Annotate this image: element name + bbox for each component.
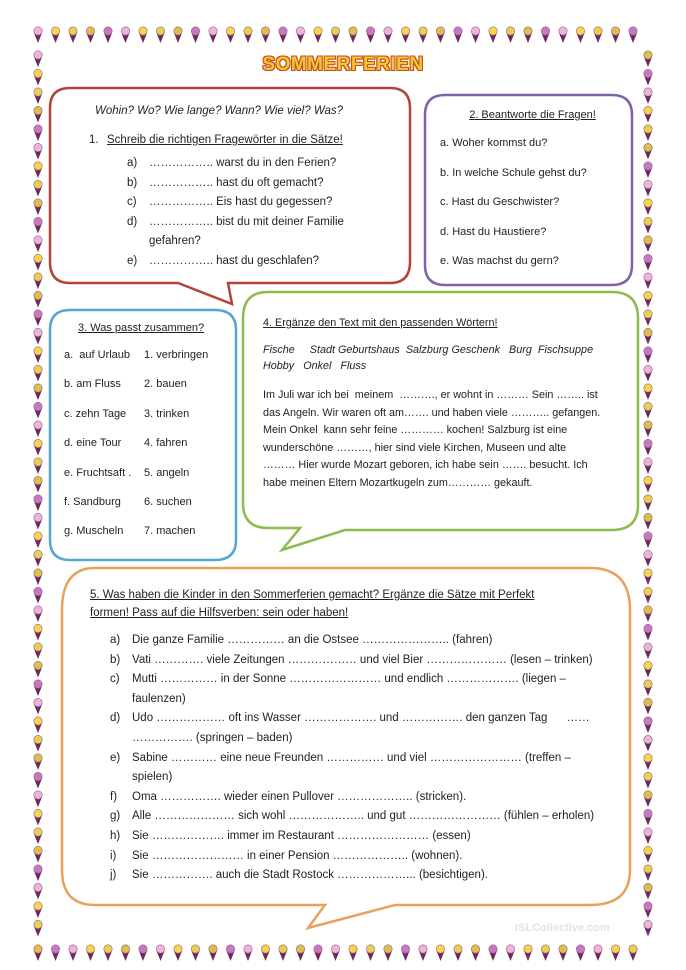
exercise-5-item <box>110 807 610 827</box>
exercise-1-item <box>127 232 395 252</box>
text-line: ……… Hier wurde Mozart geboren, ich habe sein ……. besucht. Ich <box>263 459 588 472</box>
exercise-1-item <box>127 252 395 272</box>
exercise-2-question: b. In welche Schule gehst du? <box>440 166 587 179</box>
text-line: wunderschöne ………, hier sind viele Kirchen, Museen und alte <box>263 441 567 454</box>
item-text: Udo ……………… oft ins Wasser ………………. und ……………. den ganzen Tag …… <box>132 712 590 725</box>
exercise-3-pair <box>64 526 234 555</box>
item-label: c) <box>110 673 120 686</box>
item-label: c) <box>127 196 137 208</box>
text-line: Im Juli war ich bei meinem ………., er wohnt in ……… Sein …….. ist <box>263 389 598 402</box>
exercise-5-item <box>110 866 610 886</box>
exercise-2-instruction: 2. Beantworte die Fragen! <box>469 109 596 121</box>
phrase-right: 7. machen <box>144 525 196 538</box>
item-label: e) <box>110 751 121 764</box>
text-line: das Angeln. Wir waren oft am……. und haben viele ……….. gefangen. <box>263 406 601 419</box>
exercise-3-pair <box>64 409 234 438</box>
exercise-3-items <box>64 350 234 556</box>
exercise-3-pair <box>64 468 234 497</box>
phrase-left: b. am Fluss <box>64 378 121 391</box>
exercise-3-pair <box>64 438 234 467</box>
phrase-right: 6. suchen <box>144 495 192 508</box>
item-text: …………….. Eis hast du gegessen? <box>149 196 333 208</box>
exercise-5-item <box>110 847 610 867</box>
item-text: …………….. warst du in den Ferien? <box>149 157 337 169</box>
exercise-2-question: e. Was machst du gern? <box>440 255 559 267</box>
text-line: Mein Onkel kann sehr feine ………… kochen! Salzburg ist eine <box>263 424 568 437</box>
exercise-1-instruction-row <box>89 135 395 147</box>
exercise-5-item <box>110 670 610 690</box>
item-text: faulenzen) <box>132 692 186 705</box>
exercise-1-instruction: Schreib die richtigen Fragewörter in die Sätze! <box>107 133 343 146</box>
exercise-5-item <box>110 768 610 788</box>
item-text: Sie ……………. auch die Stadt Rostock ………………... (besichtigen). <box>132 869 488 882</box>
item-text: Alle ………………… sich wohl ……………….. und gut …………………… (fühlen – erholen) <box>132 810 595 823</box>
exercise-1-item <box>127 213 395 233</box>
phrase-left: f. Sandburg <box>64 495 121 508</box>
item-label: j) <box>110 869 117 882</box>
exercise-1-number: 1. <box>89 133 99 146</box>
exercise-5-items <box>110 631 610 886</box>
exercise-2-question: a. Woher kommst du? <box>440 137 548 149</box>
item-label: b) <box>127 176 138 189</box>
item-label: e) <box>127 254 138 267</box>
exercise-5-item <box>110 729 610 749</box>
exercise-1-item <box>127 154 395 174</box>
watermark: iSLCollective.com <box>515 922 610 934</box>
phrase-right: 3. trinken <box>144 407 190 420</box>
exercise-4-word-list-line-2: Hobby Onkel Fluss <box>263 359 367 372</box>
item-label: a) <box>127 157 138 169</box>
phrase-right: 1. verbringen <box>144 349 209 361</box>
exercise-5-item <box>110 709 610 729</box>
phrase-right: 4. fahren <box>144 437 188 450</box>
item-text: ……………. (springen – baden) <box>132 732 293 745</box>
exercise-5-instruction-line-1: 5. Was haben die Kinder in den Sommerferien gemacht? Ergänze die Sätze mit Perfekt <box>90 589 535 601</box>
exercise-3-instruction: 3. Was passt zusammen? <box>78 322 205 334</box>
exercise-5-item <box>110 631 610 651</box>
phrase-left: c. zehn Tage <box>64 407 127 420</box>
exercise-4-text <box>263 387 628 492</box>
exercise-1-item <box>127 174 395 194</box>
item-text: Sie ………………. immer im Restaurant …………………… (essen) <box>132 829 471 842</box>
exercise-5-item <box>110 690 610 710</box>
exercise-2-question: c. Hast du Geschwister? <box>440 196 560 208</box>
item-label: i) <box>110 849 117 862</box>
item-text: Die ganze Familie …………… an die Ostsee ………………….. (fahren) <box>132 634 493 647</box>
exercise-5-instruction-line-2: formen! Pass auf die Hilfsverben: sein oder haben! <box>90 606 349 619</box>
exercise-1-items <box>127 154 395 271</box>
exercise-3 <box>64 323 234 556</box>
item-label: h) <box>110 829 121 842</box>
phrase-left: e. Fruchtsaft . <box>64 466 132 479</box>
item-label: a) <box>110 634 121 647</box>
item-text: spielen) <box>132 771 173 784</box>
item-text: Oma ……………. wieder einen Pullover ……………….. (stricken). <box>132 790 467 803</box>
exercise-3-pair <box>64 379 234 408</box>
item-text: …………….. hast du oft gemacht? <box>149 176 324 189</box>
item-label: f) <box>110 790 118 803</box>
item-text: …………….. bist du mit deiner Familie <box>149 215 344 228</box>
item-text: …………….. hast du geschlafen? <box>149 254 320 267</box>
exercise-2 <box>440 110 625 286</box>
worksheet-title: SOMMERFERIEN <box>262 54 424 75</box>
exercise-5-item <box>110 827 610 847</box>
exercise-4-word-list-line-1: Fische Stadt Geburtshaus Salzburg Geschenk Burg Fischsuppe <box>263 343 594 356</box>
phrase-left: a. auf Urlaub <box>64 349 131 361</box>
exercise-2-question: d. Hast du Haustiere? <box>440 225 547 238</box>
exercise-4 <box>263 318 628 492</box>
item-label: g) <box>110 810 121 823</box>
exercise-1 <box>89 105 395 271</box>
exercise-1-question-words: Wohin? Wo? Wie lange? Wann? Wie viel? Was? <box>95 105 344 117</box>
item-label: b) <box>110 653 121 666</box>
item-text: Mutti …………… in der Sonne …………………… und endlich ………………. (liegen – <box>132 673 566 686</box>
exercise-3-pair <box>64 497 234 526</box>
exercise-5-item <box>110 651 610 671</box>
item-text: Sie …………………… in einer Pension ……………….. (wohnen). <box>132 849 463 862</box>
phrase-left: g. Muscheln <box>64 525 124 538</box>
phrase-right: 5. angeln <box>144 466 190 479</box>
exercise-5-item <box>110 788 610 808</box>
exercise-1-item <box>127 193 395 213</box>
exercise-3-pair <box>64 350 234 379</box>
item-label: d) <box>127 215 138 228</box>
item-label: d) <box>110 712 121 725</box>
exercise-5 <box>90 590 610 886</box>
item-text: gefahren? <box>149 235 201 247</box>
text-line: habe meinen Eltern Mozartkugeln zum………… gekauft. <box>263 476 533 489</box>
item-text: Vati …………. viele Zeitungen ……………… und viel Bier ………………… (lesen – trinken) <box>132 653 593 666</box>
item-text: Sabine ………… eine neue Freunden …………… und viel …………………… (treffen – <box>132 751 571 764</box>
exercise-4-instruction: 4. Ergänze den Text mit den passenden Wörtern! <box>263 317 498 329</box>
phrase-right: 2. bauen <box>144 378 187 391</box>
phrase-left: d. eine Tour <box>64 437 122 450</box>
exercise-2-items <box>440 138 625 286</box>
exercise-5-item <box>110 749 610 769</box>
